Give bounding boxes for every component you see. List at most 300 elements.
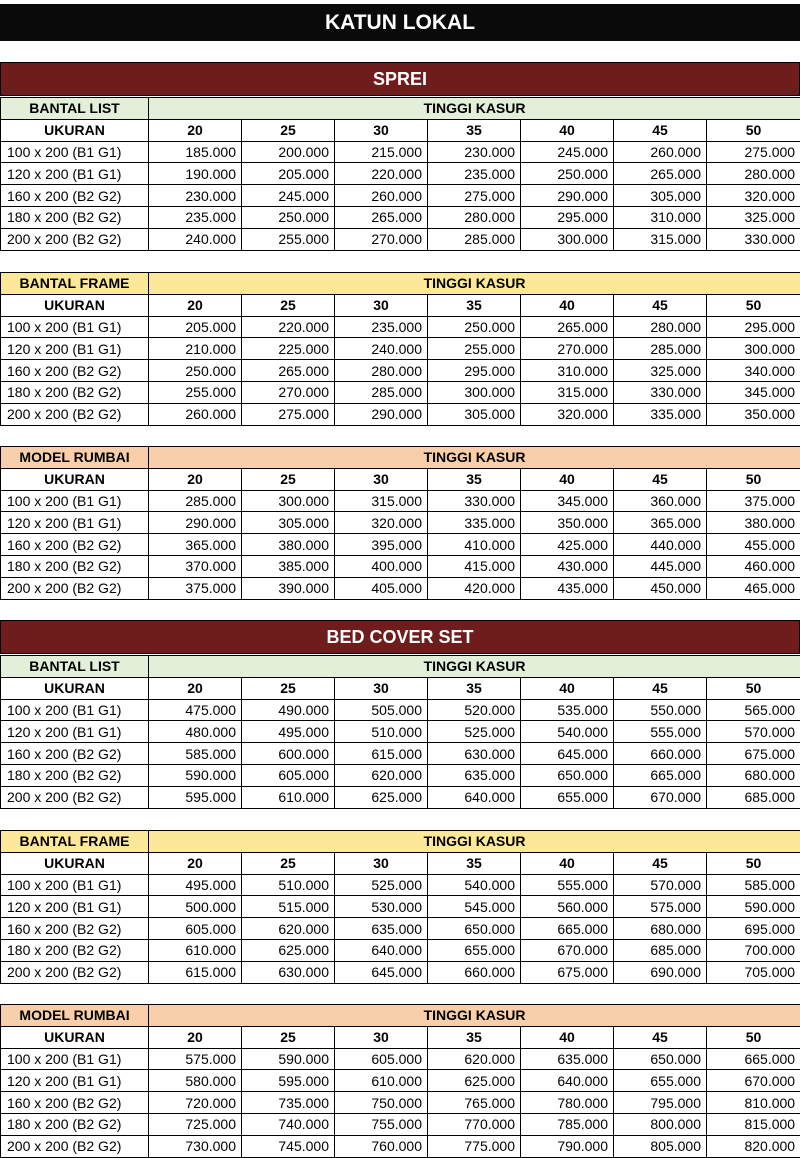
price-cell: 240.000: [335, 338, 428, 360]
model-label: MODEL RUMBAI: [1, 1005, 149, 1027]
table-row: [1, 577, 800, 599]
size-cell: 160 x 200 (B2 G2): [1, 360, 149, 382]
size-cell: 100 x 200 (B1 G1): [1, 874, 149, 896]
price-cell: 810.000: [707, 1092, 800, 1114]
price-cell: 270.000: [335, 228, 428, 250]
table-row: [1, 403, 800, 425]
price-cell: 290.000: [149, 512, 242, 534]
size-column-header: UKURAN: [1, 294, 149, 316]
price-cell: 515.000: [242, 896, 335, 918]
height-column-header: 50: [707, 119, 800, 141]
price-cell: 670.000: [707, 1070, 800, 1092]
price-cell: 610.000: [335, 1070, 428, 1092]
price-cell: 705.000: [707, 961, 800, 983]
table-row: [1, 490, 800, 512]
table-model-row: [1, 656, 800, 678]
price-cell: 350.000: [521, 512, 614, 534]
price-cell: 270.000: [521, 338, 614, 360]
price-cell: 445.000: [614, 555, 707, 577]
height-column-header: 20: [149, 852, 242, 874]
model-label: BANTAL FRAME: [1, 831, 149, 853]
size-cell: 100 x 200 (B1 G1): [1, 699, 149, 721]
height-column-header: 50: [707, 677, 800, 699]
price-cell: 675.000: [521, 961, 614, 983]
price-cell: 450.000: [614, 577, 707, 599]
price-cell: 415.000: [428, 555, 521, 577]
price-cell: 555.000: [521, 874, 614, 896]
price-cell: 285.000: [614, 338, 707, 360]
table-row: [1, 360, 800, 382]
size-cell: 100 x 200 (B1 G1): [1, 490, 149, 512]
price-cell: 775.000: [428, 1135, 521, 1157]
price-cell: 760.000: [335, 1135, 428, 1157]
table-row: [1, 1135, 800, 1157]
price-cell: 455.000: [707, 534, 800, 556]
price-cell: 215.000: [335, 141, 428, 163]
price-cell: 585.000: [707, 874, 800, 896]
column-header-row: [1, 1026, 800, 1048]
table-row: [1, 228, 800, 250]
price-cell: 300.000: [428, 381, 521, 403]
price-cell: 700.000: [707, 939, 800, 961]
price-cell: 520.000: [428, 699, 521, 721]
price-cell: 220.000: [335, 163, 428, 185]
height-column-header: 35: [428, 294, 521, 316]
price-cell: 295.000: [521, 206, 614, 228]
table-row: [1, 786, 800, 808]
price-cell: 605.000: [149, 918, 242, 940]
price-cell: 695.000: [707, 918, 800, 940]
mattress-height-header: TINGGI KASUR: [149, 1005, 800, 1027]
height-column-header: 40: [521, 677, 614, 699]
price-cell: 235.000: [149, 206, 242, 228]
price-cell: 745.000: [242, 1135, 335, 1157]
height-column-header: 20: [149, 1026, 242, 1048]
price-cell: 275.000: [242, 403, 335, 425]
price-cell: 620.000: [335, 764, 428, 786]
price-cell: 625.000: [242, 939, 335, 961]
height-column-header: 45: [614, 119, 707, 141]
price-cell: 205.000: [149, 316, 242, 338]
mattress-height-header: TINGGI KASUR: [149, 447, 800, 469]
price-cell: 680.000: [614, 918, 707, 940]
price-cell: 650.000: [428, 918, 521, 940]
size-cell: 180 x 200 (B2 G2): [1, 206, 149, 228]
price-cell: 280.000: [428, 206, 521, 228]
price-cell: 270.000: [242, 381, 335, 403]
column-header-row: [1, 294, 800, 316]
price-cell: 325.000: [707, 206, 800, 228]
price-cell: 410.000: [428, 534, 521, 556]
price-cell: 255.000: [428, 338, 521, 360]
table-row: [1, 1092, 800, 1114]
height-column-header: 20: [149, 294, 242, 316]
height-column-header: 30: [335, 294, 428, 316]
price-cell: 590.000: [707, 896, 800, 918]
size-cell: 200 x 200 (B2 G2): [1, 577, 149, 599]
height-column-header: 45: [614, 294, 707, 316]
price-cell: 330.000: [707, 228, 800, 250]
price-cell: 425.000: [521, 534, 614, 556]
price-cell: 615.000: [149, 961, 242, 983]
price-cell: 330.000: [428, 490, 521, 512]
price-cell: 655.000: [521, 786, 614, 808]
price-cell: 225.000: [242, 338, 335, 360]
size-cell: 100 x 200 (B1 G1): [1, 1048, 149, 1070]
table-row: [1, 316, 800, 338]
price-cell: 665.000: [707, 1048, 800, 1070]
price-cell: 240.000: [149, 228, 242, 250]
price-cell: 280.000: [335, 360, 428, 382]
price-cell: 395.000: [335, 534, 428, 556]
price-cell: 670.000: [521, 939, 614, 961]
price-cell: 265.000: [242, 360, 335, 382]
price-cell: 795.000: [614, 1092, 707, 1114]
size-cell: 100 x 200 (B1 G1): [1, 141, 149, 163]
price-cell: 535.000: [521, 699, 614, 721]
price-cell: 525.000: [335, 874, 428, 896]
table-row: [1, 512, 800, 534]
price-cell: 600.000: [242, 743, 335, 765]
height-column-header: 40: [521, 294, 614, 316]
price-cell: 820.000: [707, 1135, 800, 1157]
price-cell: 235.000: [428, 163, 521, 185]
height-column-header: 40: [521, 119, 614, 141]
price-cell: 590.000: [242, 1048, 335, 1070]
column-header-row: [1, 468, 800, 490]
price-cell: 640.000: [428, 786, 521, 808]
price-cell: 435.000: [521, 577, 614, 599]
price-cell: 595.000: [242, 1070, 335, 1092]
table-row: [1, 896, 800, 918]
price-table: [0, 830, 800, 984]
height-column-header: 35: [428, 677, 521, 699]
price-cell: 255.000: [242, 228, 335, 250]
size-column-header: UKURAN: [1, 677, 149, 699]
price-cell: 555.000: [614, 721, 707, 743]
price-cell: 250.000: [242, 206, 335, 228]
table-row: [1, 918, 800, 940]
price-cell: 630.000: [242, 961, 335, 983]
price-cell: 790.000: [521, 1135, 614, 1157]
table-row: [1, 1070, 800, 1092]
price-cell: 340.000: [707, 360, 800, 382]
price-cell: 525.000: [428, 721, 521, 743]
table-model-row: [1, 447, 800, 469]
table-row: [1, 141, 800, 163]
price-cell: 275.000: [428, 185, 521, 207]
table-row: [1, 163, 800, 185]
price-cell: 690.000: [614, 961, 707, 983]
size-cell: 160 x 200 (B2 G2): [1, 185, 149, 207]
height-column-header: 50: [707, 468, 800, 490]
price-cell: 250.000: [428, 316, 521, 338]
size-cell: 120 x 200 (B1 G1): [1, 338, 149, 360]
price-cell: 285.000: [149, 490, 242, 512]
price-cell: 595.000: [149, 786, 242, 808]
price-cell: 665.000: [521, 918, 614, 940]
price-cell: 185.000: [149, 141, 242, 163]
price-cell: 815.000: [707, 1113, 800, 1135]
price-cell: 460.000: [707, 555, 800, 577]
size-cell: 120 x 200 (B1 G1): [1, 721, 149, 743]
price-cell: 400.000: [335, 555, 428, 577]
price-cell: 505.000: [335, 699, 428, 721]
price-cell: 490.000: [242, 699, 335, 721]
height-column-header: 25: [242, 468, 335, 490]
price-cell: 720.000: [149, 1092, 242, 1114]
price-cell: 605.000: [242, 764, 335, 786]
price-cell: 655.000: [614, 1070, 707, 1092]
price-cell: 250.000: [521, 163, 614, 185]
price-cell: 640.000: [335, 939, 428, 961]
price-cell: 290.000: [521, 185, 614, 207]
price-cell: 265.000: [614, 163, 707, 185]
price-cell: 350.000: [707, 403, 800, 425]
table-row: [1, 743, 800, 765]
price-table: [0, 1004, 800, 1158]
price-cell: 465.000: [707, 577, 800, 599]
height-column-header: 45: [614, 852, 707, 874]
table-row: [1, 338, 800, 360]
height-column-header: 20: [149, 468, 242, 490]
height-column-header: 25: [242, 119, 335, 141]
price-cell: 585.000: [149, 743, 242, 765]
price-cell: 360.000: [614, 490, 707, 512]
height-column-header: 45: [614, 1026, 707, 1048]
price-cell: 670.000: [614, 786, 707, 808]
price-cell: 800.000: [614, 1113, 707, 1135]
price-cell: 570.000: [707, 721, 800, 743]
price-cell: 220.000: [242, 316, 335, 338]
price-cell: 320.000: [335, 512, 428, 534]
price-cell: 280.000: [614, 316, 707, 338]
size-cell: 200 x 200 (B2 G2): [1, 228, 149, 250]
price-cell: 765.000: [428, 1092, 521, 1114]
price-cell: 390.000: [242, 577, 335, 599]
model-label: BANTAL LIST: [1, 656, 149, 678]
price-cell: 265.000: [521, 316, 614, 338]
price-cell: 635.000: [521, 1048, 614, 1070]
price-cell: 310.000: [614, 206, 707, 228]
price-cell: 615.000: [335, 743, 428, 765]
price-cell: 380.000: [707, 512, 800, 534]
size-cell: 100 x 200 (B1 G1): [1, 316, 149, 338]
height-column-header: 20: [149, 119, 242, 141]
table-model-row: [1, 1005, 800, 1027]
price-cell: 205.000: [242, 163, 335, 185]
price-cell: 250.000: [149, 360, 242, 382]
price-cell: 365.000: [614, 512, 707, 534]
table-model-row: [1, 831, 800, 853]
price-cell: 685.000: [707, 786, 800, 808]
price-cell: 610.000: [149, 939, 242, 961]
price-cell: 290.000: [335, 403, 428, 425]
table-row: [1, 874, 800, 896]
price-cell: 365.000: [149, 534, 242, 556]
height-column-header: 45: [614, 468, 707, 490]
price-table: [0, 446, 800, 600]
price-cell: 385.000: [242, 555, 335, 577]
price-cell: 280.000: [707, 163, 800, 185]
column-header-row: [1, 852, 800, 874]
price-cell: 475.000: [149, 699, 242, 721]
size-cell: 180 x 200 (B2 G2): [1, 764, 149, 786]
price-cell: 500.000: [149, 896, 242, 918]
table-row: [1, 961, 800, 983]
height-column-header: 20: [149, 677, 242, 699]
height-column-header: 40: [521, 1026, 614, 1048]
mattress-height-header: TINGGI KASUR: [149, 273, 800, 295]
price-cell: 725.000: [149, 1113, 242, 1135]
height-column-header: 25: [242, 677, 335, 699]
price-cell: 305.000: [614, 185, 707, 207]
size-cell: 120 x 200 (B1 G1): [1, 1070, 149, 1092]
price-cell: 575.000: [614, 896, 707, 918]
page-title: KATUN LOKAL: [0, 4, 800, 41]
table-row: [1, 381, 800, 403]
price-cell: 570.000: [614, 874, 707, 896]
price-cell: 575.000: [149, 1048, 242, 1070]
price-cell: 300.000: [707, 338, 800, 360]
price-cell: 755.000: [335, 1113, 428, 1135]
price-cell: 375.000: [149, 577, 242, 599]
price-cell: 680.000: [707, 764, 800, 786]
table-row: [1, 721, 800, 743]
price-cell: 230.000: [149, 185, 242, 207]
size-cell: 160 x 200 (B2 G2): [1, 534, 149, 556]
price-cell: 530.000: [335, 896, 428, 918]
size-cell: 120 x 200 (B1 G1): [1, 163, 149, 185]
size-cell: 120 x 200 (B1 G1): [1, 512, 149, 534]
price-cell: 770.000: [428, 1113, 521, 1135]
price-cell: 320.000: [521, 403, 614, 425]
column-header-row: [1, 677, 800, 699]
price-cell: 625.000: [335, 786, 428, 808]
size-cell: 200 x 200 (B2 G2): [1, 1135, 149, 1157]
price-cell: 320.000: [707, 185, 800, 207]
height-column-header: 35: [428, 119, 521, 141]
price-cell: 300.000: [242, 490, 335, 512]
size-column-header: UKURAN: [1, 468, 149, 490]
price-table: [0, 655, 800, 809]
size-cell: 160 x 200 (B2 G2): [1, 918, 149, 940]
section-header: SPREI: [0, 62, 800, 96]
price-cell: 750.000: [335, 1092, 428, 1114]
height-column-header: 40: [521, 852, 614, 874]
price-cell: 285.000: [428, 228, 521, 250]
price-cell: 230.000: [428, 141, 521, 163]
height-column-header: 30: [335, 119, 428, 141]
size-column-header: UKURAN: [1, 852, 149, 874]
price-cell: 310.000: [521, 360, 614, 382]
price-cell: 260.000: [335, 185, 428, 207]
price-table: [0, 97, 800, 251]
price-cell: 650.000: [614, 1048, 707, 1070]
price-cell: 315.000: [335, 490, 428, 512]
price-cell: 265.000: [335, 206, 428, 228]
price-cell: 420.000: [428, 577, 521, 599]
price-cell: 640.000: [521, 1070, 614, 1092]
price-cell: 335.000: [428, 512, 521, 534]
price-cell: 255.000: [149, 381, 242, 403]
price-cell: 785.000: [521, 1113, 614, 1135]
price-cell: 645.000: [521, 743, 614, 765]
table-row: [1, 555, 800, 577]
height-column-header: 30: [335, 677, 428, 699]
price-cell: 405.000: [335, 577, 428, 599]
height-column-header: 40: [521, 468, 614, 490]
price-cell: 565.000: [707, 699, 800, 721]
height-column-header: 50: [707, 852, 800, 874]
table-row: [1, 1048, 800, 1070]
price-cell: 480.000: [149, 721, 242, 743]
price-cell: 665.000: [614, 764, 707, 786]
price-cell: 275.000: [707, 141, 800, 163]
table-row: [1, 1113, 800, 1135]
height-column-header: 25: [242, 852, 335, 874]
table-model-row: [1, 273, 800, 295]
table-row: [1, 764, 800, 786]
price-cell: 620.000: [242, 918, 335, 940]
price-cell: 380.000: [242, 534, 335, 556]
price-cell: 305.000: [242, 512, 335, 534]
table-row: [1, 534, 800, 556]
table-model-row: [1, 98, 800, 120]
price-cell: 245.000: [521, 141, 614, 163]
price-cell: 660.000: [614, 743, 707, 765]
price-cell: 630.000: [428, 743, 521, 765]
price-cell: 315.000: [614, 228, 707, 250]
height-column-header: 50: [707, 1026, 800, 1048]
price-cell: 625.000: [428, 1070, 521, 1092]
price-cell: 620.000: [428, 1048, 521, 1070]
price-cell: 430.000: [521, 555, 614, 577]
price-table: [0, 272, 800, 426]
height-column-header: 50: [707, 294, 800, 316]
size-cell: 200 x 200 (B2 G2): [1, 786, 149, 808]
section-header: BED COVER SET: [0, 620, 800, 654]
size-cell: 120 x 200 (B1 G1): [1, 896, 149, 918]
price-cell: 655.000: [428, 939, 521, 961]
price-cell: 285.000: [335, 381, 428, 403]
price-cell: 295.000: [707, 316, 800, 338]
size-cell: 180 x 200 (B2 G2): [1, 1113, 149, 1135]
price-cell: 375.000: [707, 490, 800, 512]
model-label: MODEL RUMBAI: [1, 447, 149, 469]
price-cell: 510.000: [335, 721, 428, 743]
size-cell: 200 x 200 (B2 G2): [1, 403, 149, 425]
price-cell: 245.000: [242, 185, 335, 207]
price-cell: 730.000: [149, 1135, 242, 1157]
price-cell: 550.000: [614, 699, 707, 721]
price-cell: 295.000: [428, 360, 521, 382]
mattress-height-header: TINGGI KASUR: [149, 98, 800, 120]
price-cell: 190.000: [149, 163, 242, 185]
height-column-header: 30: [335, 1026, 428, 1048]
price-cell: 325.000: [614, 360, 707, 382]
height-column-header: 35: [428, 1026, 521, 1048]
price-cell: 345.000: [521, 490, 614, 512]
height-column-header: 25: [242, 1026, 335, 1048]
price-cell: 260.000: [614, 141, 707, 163]
column-header-row: [1, 119, 800, 141]
price-cell: 370.000: [149, 555, 242, 577]
size-cell: 180 x 200 (B2 G2): [1, 939, 149, 961]
size-cell: 180 x 200 (B2 G2): [1, 555, 149, 577]
price-cell: 330.000: [614, 381, 707, 403]
price-cell: 685.000: [614, 939, 707, 961]
